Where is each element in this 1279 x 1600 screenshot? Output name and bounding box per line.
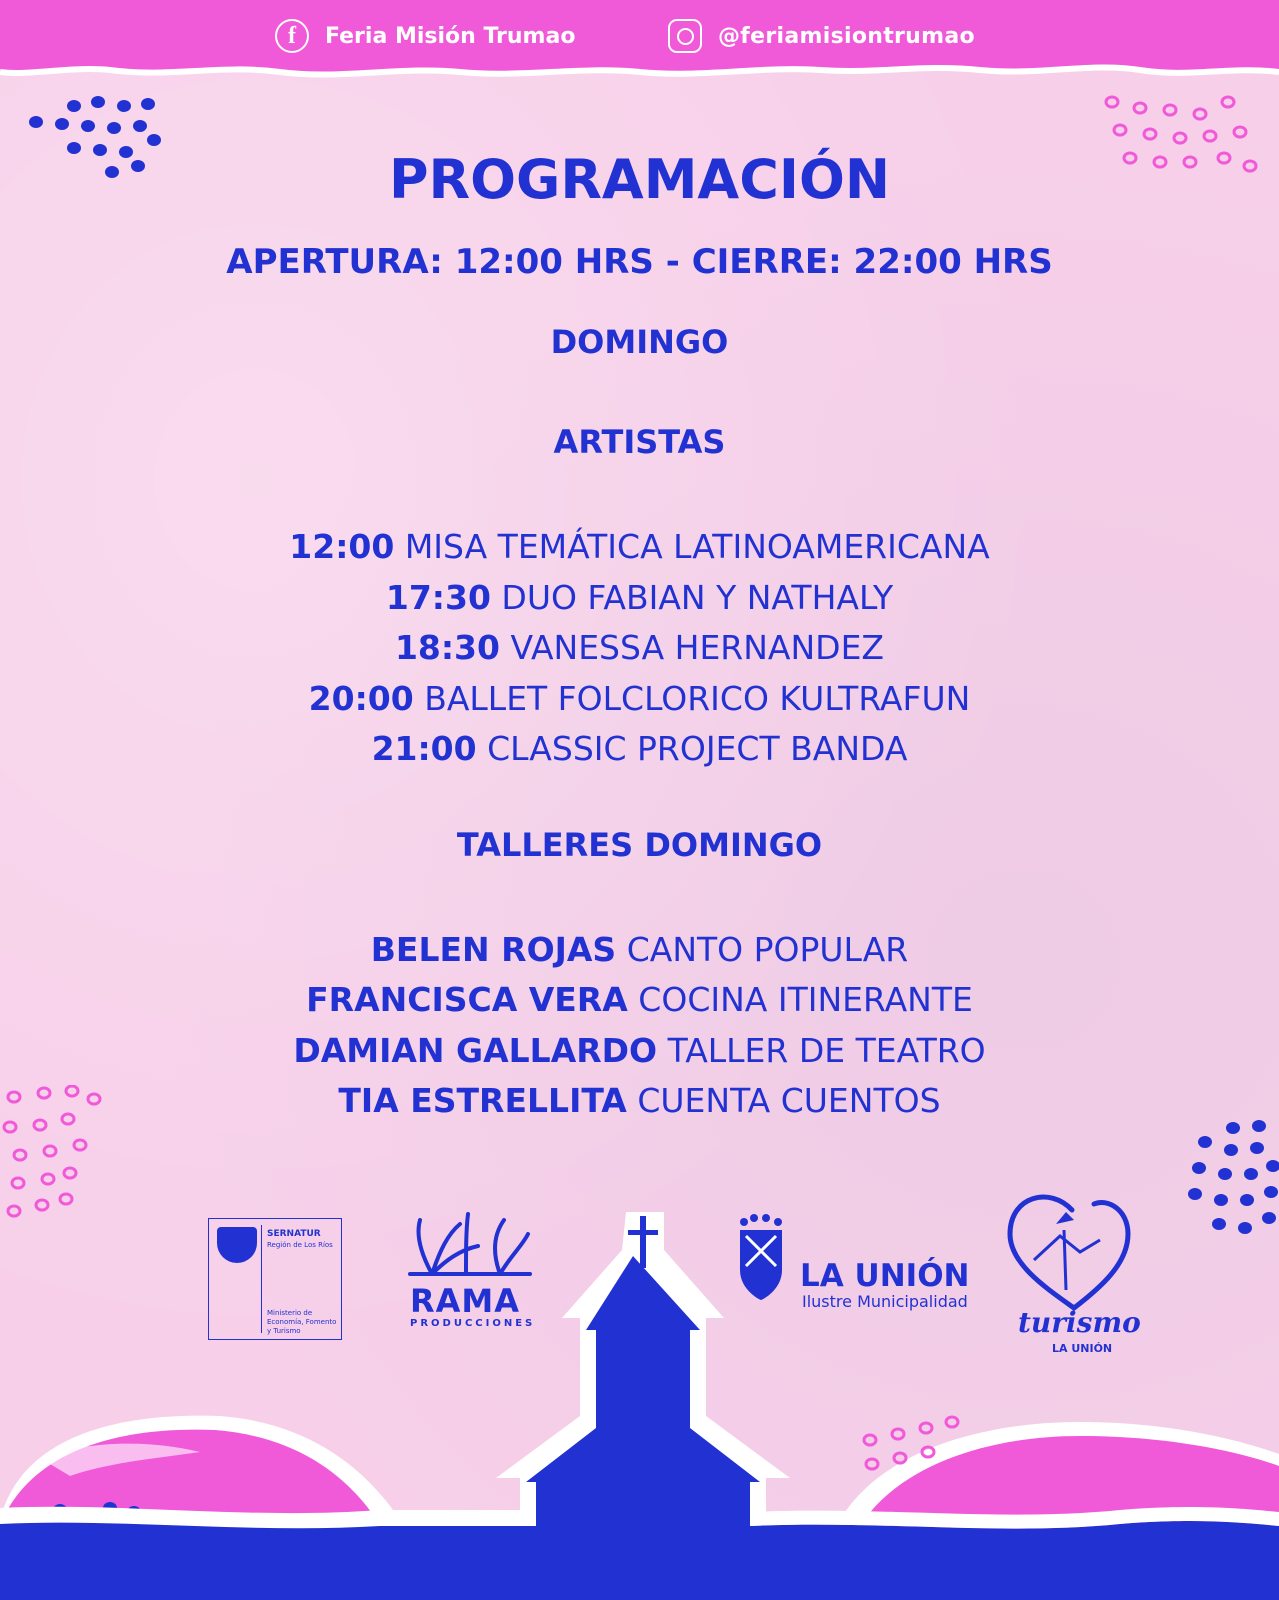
sernatur-region: Región de Los Ríos [267, 1241, 333, 1249]
instagram-link[interactable] [668, 18, 975, 54]
artist-row [0, 724, 1279, 775]
workshop-activity: CUENTA CUENTOS [637, 1081, 941, 1120]
facebook-icon: f [275, 19, 309, 53]
workshops-list [0, 925, 1279, 1127]
facebook-label: Feria Misión Trumao [325, 23, 576, 49]
artist-row [0, 623, 1279, 674]
workshop-row [0, 975, 1279, 1026]
facebook-link[interactable] [275, 18, 575, 54]
workshops-heading: TALLERES DOMINGO [456, 825, 823, 864]
sernatur-logo [208, 1218, 342, 1340]
turismo-logo-name: turismo [1018, 1306, 1141, 1339]
footer [0, 1190, 1279, 1600]
la-union-logo-sub: Ilustre Municipalidad [802, 1292, 968, 1311]
workshop-person: DAMIAN GALLARDO [293, 1030, 658, 1070]
artists-heading: ARTISTAS [553, 423, 726, 461]
artist-name: MISA TEMÁTICA LATINOAMERICANA [404, 527, 990, 566]
workshop-person: TIA ESTRELLITA [338, 1081, 627, 1120]
artist-name: VANESSA HERNANDEZ [510, 628, 885, 667]
day-heading: DOMINGO [550, 323, 729, 361]
rama-logo-name: RAMA [410, 1282, 521, 1320]
artist-row [0, 522, 1279, 573]
workshop-row [0, 925, 1279, 976]
turismo-logo-sub: LA UNIÓN [1052, 1342, 1113, 1355]
sernatur-ministry: Ministerio de Economía, Fomento y Turismo [267, 1309, 337, 1335]
artist-time: 12:00 [289, 527, 395, 566]
social-header [0, 0, 1279, 90]
program-content [0, 140, 1279, 1127]
workshop-activity: COCINA ITINERANTE [638, 980, 973, 1019]
opening-hours: APERTURA: 12:00 HRS - CIERRE: 22:00 HRS [226, 242, 1053, 282]
workshop-row [0, 1026, 1279, 1077]
workshop-row [0, 1076, 1279, 1127]
sernatur-name: SERNATUR [267, 1229, 321, 1239]
artist-name: DUO FABIAN Y NATHALY [501, 577, 894, 617]
header-band [0, 0, 1279, 90]
workshop-person: BELEN ROJAS [370, 929, 617, 969]
workshop-activity: TALLER DE TEATRO [667, 1030, 986, 1070]
chile-crest-icon [217, 1227, 257, 1263]
artist-time: 21:00 [371, 729, 477, 768]
artist-time: 18:30 [394, 628, 500, 667]
artist-name: CLASSIC PROJECT BANDA [487, 729, 908, 768]
artist-name: BALLET FOLCLORICO KULTRAFUN [424, 678, 971, 718]
artist-row [0, 573, 1279, 624]
artist-row [0, 674, 1279, 725]
instagram-icon [668, 19, 702, 53]
instagram-label: @feriamisiontrumao [718, 23, 975, 49]
landscape-illustration [0, 1190, 1279, 1600]
artist-time: 17:30 [385, 577, 491, 617]
artists-list [0, 522, 1279, 775]
la-union-logo-name: LA UNIÓN [800, 1258, 970, 1294]
workshop-activity: CANTO POPULAR [626, 929, 909, 969]
artist-time: 20:00 [308, 678, 414, 718]
rama-logo-sub: PRODUCCIONES [410, 1318, 536, 1329]
workshop-person: FRANCISCA VERA [306, 980, 628, 1019]
page-title: PROGRAMACIÓN [388, 148, 891, 211]
